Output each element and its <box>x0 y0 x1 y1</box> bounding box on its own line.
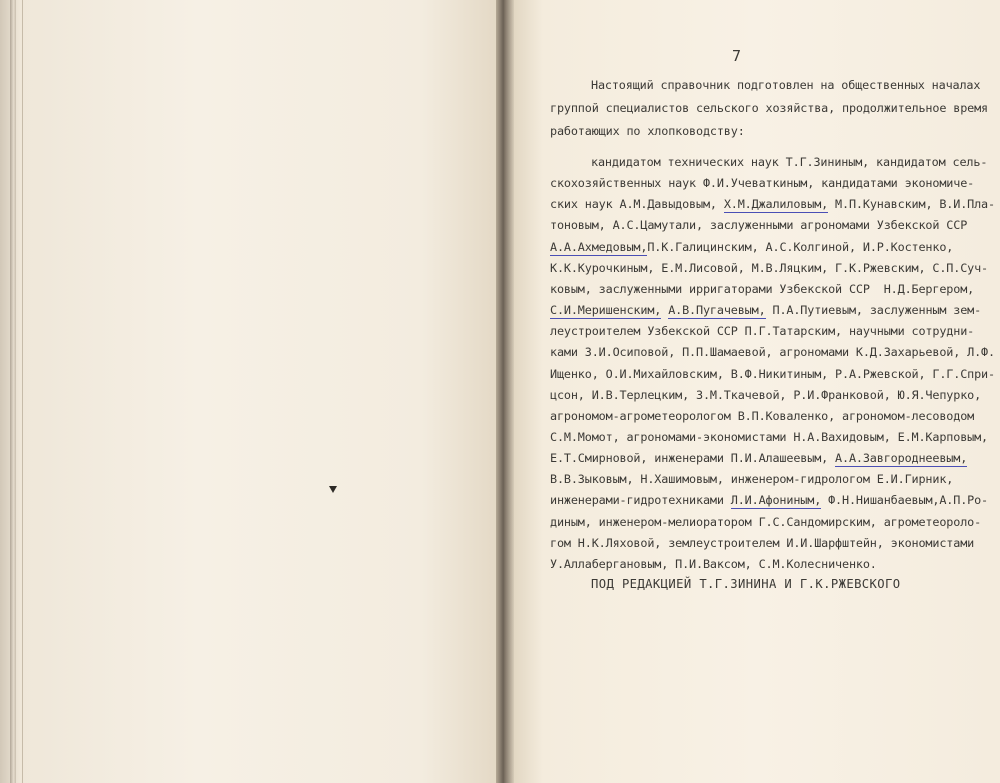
body-text: цсон, И.В.Терлецким, З.М.Ткачевой, Р.И.Франковой, Ю.Я.Чепурко, <box>550 388 982 402</box>
body-line <box>550 176 974 190</box>
body-text: П.К.Галицинским, А.С.Колгиной, И.Р.Костенко, <box>647 240 954 254</box>
body-text: Ф.Н.Нишанбаевым,А.П.Ро- <box>821 493 989 507</box>
intro-line: работающих по хлопководству: <box>550 124 745 138</box>
body-text: ками З.И.Осиповой, П.П.Шамаевой, агрономами К.Д.Захарьевой, Л.Ф. <box>550 345 995 359</box>
body-text: К.К.Курочкиным, Е.М.Лисовой, М.В.Ляцким, Г.К.Ржевским, С.П.Суч- <box>550 261 988 275</box>
underlined-name: А.А.Ахмедовым, <box>550 240 648 254</box>
body-line <box>550 451 967 465</box>
body-line <box>550 388 981 402</box>
body-line <box>550 367 995 381</box>
body-text: гом Н.К.Ляховой, землеустроителем И.И.Шарфштейн, экономистами <box>550 536 975 550</box>
body-line <box>550 261 988 275</box>
body-text: ских наук А.М.Давыдовым, <box>550 197 724 211</box>
body-text: Ищенко, О.И.Михайловским, В.Ф.Никитиным, Р.А.Ржевской, Г.Г.Спри- <box>550 367 995 381</box>
intro-line: группой специалистов сельского хозяйства, продолжительное время <box>550 101 988 115</box>
body-text: П.А.Путиевым, заслуженным зем- <box>765 303 982 317</box>
underlined-name: С.И.Меришенским, <box>550 303 662 317</box>
body-line <box>550 472 953 486</box>
body-line <box>550 282 974 296</box>
body-line <box>550 536 974 550</box>
body-line <box>591 155 987 169</box>
body-line <box>550 197 995 211</box>
page-number: 7 <box>732 47 742 65</box>
ink-speck <box>329 486 337 493</box>
body-text: Е.Т.Смирновой, инженерами П.И.Алашеевым, <box>550 451 836 465</box>
body-line <box>550 324 974 338</box>
body-line <box>550 409 974 423</box>
body-text: диным, инженером-мелиоратором Г.С.Сандомирским, агрометеороло- <box>550 515 982 529</box>
body-line <box>550 303 981 317</box>
body-text: кандидатом технических наук Т.Г.Зининым, кандидатом сель- <box>591 155 988 169</box>
body-line <box>550 240 953 254</box>
page-edge-line <box>22 0 23 783</box>
body-text: С.М.Момот, агрономами-экономистами Н.А.Вахидовым, Е.М.Карповым, <box>550 430 988 444</box>
page-edge <box>10 0 16 783</box>
body-text: агрономом-агрометеорологом В.П.Коваленко, агрономом-лесоводом <box>550 409 975 423</box>
underlined-name: Л.И.Афониным, <box>730 493 822 507</box>
intro-line: Настоящий справочник подготовлен на общественных началах <box>591 78 981 92</box>
body-text: леустроителем Узбекской ССР П.Г.Татарским, научными сотрудни- <box>550 324 975 338</box>
body-line <box>550 218 967 232</box>
body-text: У.Аллабергановым, П.И.Ваксом, С.М.Колесниченко. <box>550 557 877 571</box>
body-text: тоновым, А.С.Цамутали, заслуженными агрономами Узбекской ССР <box>550 218 968 232</box>
editorial-credit: ПОД РЕДАКЦИЕЙ Т.Г.ЗИНИНА И Г.К.РЖЕВСКОГО <box>591 577 901 591</box>
body-text: М.П.Кунавским, В.И.Пла- <box>828 197 995 211</box>
book-gutter <box>496 0 514 783</box>
body-text: инженерами-гидротехниками <box>550 493 731 507</box>
underlined-name: Х.М.Джалиловым, <box>723 197 829 211</box>
body-line <box>550 493 988 507</box>
underlined-name: А.А.Завгороднеевым, <box>835 451 968 465</box>
body-text: ковым, заслуженными ирригаторами Узбекской ССР Н.Д.Бергером, <box>550 282 975 296</box>
body-line <box>550 557 877 571</box>
underlined-name: А.В.Пугачевым, <box>668 303 766 317</box>
body-text: скохозяйственных наук Ф.И.Учеваткиным, кандидатами экономиче- <box>550 176 975 190</box>
body-line <box>550 515 981 529</box>
body-text: В.В.Зыковым, Н.Хашимовым, инженером-гидрологом Е.И.Гирник, <box>550 472 954 486</box>
body-line <box>550 345 995 359</box>
body-line <box>550 430 988 444</box>
left-page <box>0 0 496 783</box>
